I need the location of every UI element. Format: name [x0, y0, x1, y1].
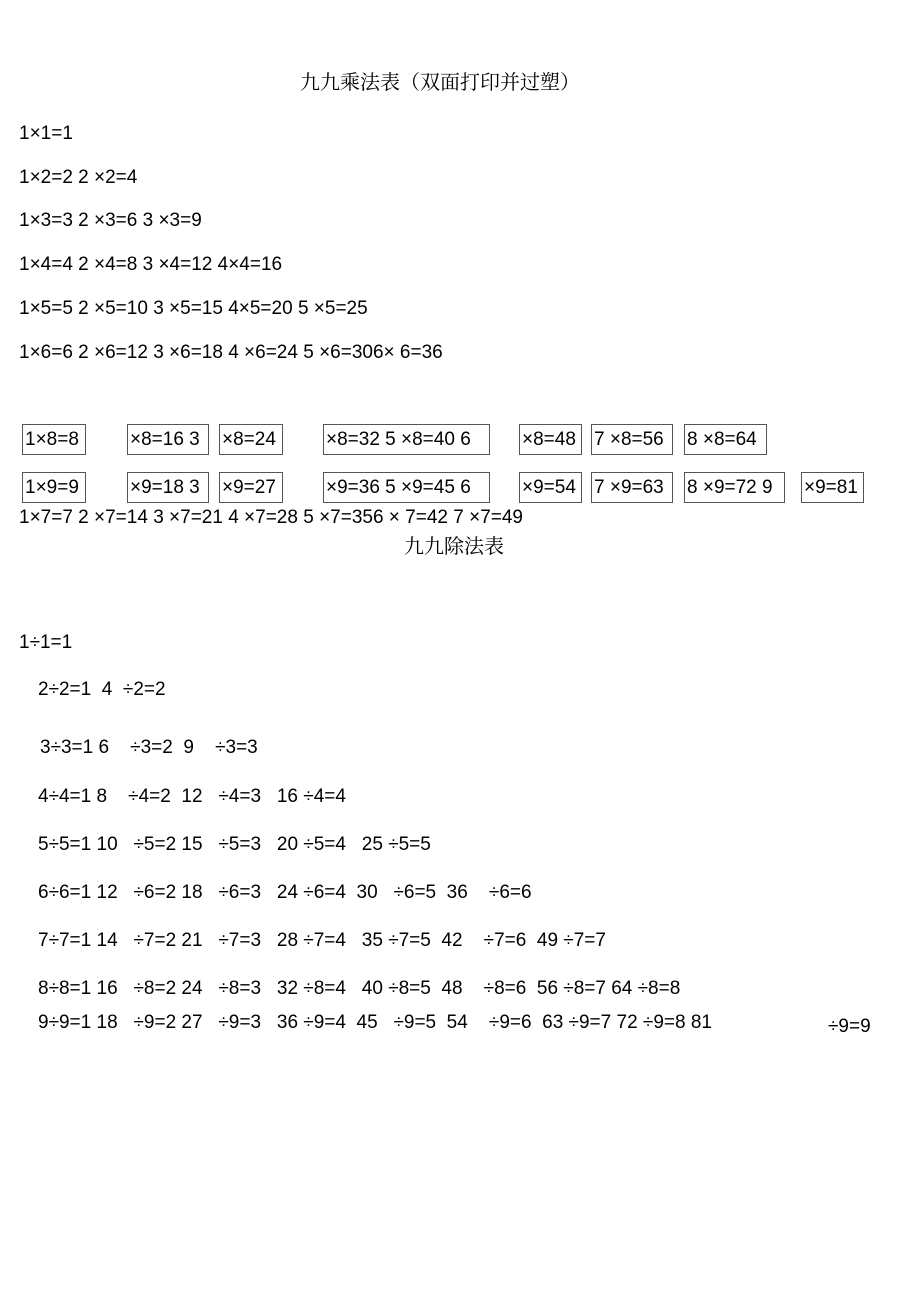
- div-row-6: 6÷6=1 12 ÷6=2 18 ÷6=3 24 ÷6=4 30 ÷6=5 36 ÷6=6: [38, 882, 532, 903]
- div-row-2: 2÷2=1 4 ÷2=2: [38, 679, 166, 700]
- mult-row-1: 1×1=1: [19, 123, 73, 144]
- div-row-5: 5÷5=1 10 ÷5=2 15 ÷5=3 20 ÷5=4 25 ÷5=5: [38, 834, 431, 855]
- mult-8-cell: ×8=32 5 ×8=40 6: [323, 424, 490, 455]
- mult-9-cell: 8 ×9=72 9: [684, 472, 785, 503]
- mult-8-cell: 7 ×8=56: [591, 424, 673, 455]
- mult-row-4: 1×4=4 2 ×4=8 3 ×4=12 4×4=16: [19, 254, 283, 275]
- mult-8-cell: ×8=48: [519, 424, 582, 455]
- div-row-3: 3÷3=1 6 ÷3=2 9 ÷3=3: [40, 737, 258, 758]
- mult-8-cell: ×8=16 3: [127, 424, 209, 455]
- mult-9-cell: ×9=18 3: [127, 472, 209, 503]
- mult-row-3: 1×3=3 2 ×3=6 3 ×3=9: [19, 210, 202, 231]
- mult-9-cell: ×9=81: [801, 472, 864, 503]
- div-row-1: 1÷1=1: [19, 632, 73, 653]
- mult-8-cell: 8 ×8=64: [684, 424, 767, 455]
- mult-9-cell: 7 ×9=63: [591, 472, 673, 503]
- mult-8-cell: 1×8=8: [22, 424, 86, 455]
- mult-9-cell: ×9=36 5 ×9=45 6: [323, 472, 490, 503]
- mult-row-5: 1×5=5 2 ×5=10 3 ×5=15 4×5=20 5 ×5=25: [19, 298, 368, 319]
- div-row-8: 8÷8=1 16 ÷8=2 24 ÷8=3 32 ÷8=4 40 ÷8=5 48 ÷8=6 56 ÷8=7 64 ÷8=8: [38, 978, 681, 999]
- div-row-9-tail: ÷9=9: [828, 1016, 871, 1037]
- mult-9-cell: ×9=54: [519, 472, 582, 503]
- multiplication-title: 九九乘法表（双面打印并过塑）: [300, 70, 580, 94]
- mult-row-6: 1×6=6 2 ×6=12 3 ×6=18 4 ×6=24 5 ×6=306× 6=36: [19, 342, 443, 363]
- mult-9-cell: ×9=27: [219, 472, 283, 503]
- mult-9-cell: 1×9=9: [22, 472, 86, 503]
- div-row-9: 9÷9=1 18 ÷9=2 27 ÷9=3 36 ÷9=4 45 ÷9=5 54 ÷9=6 63 ÷9=7 72 ÷9=8 81: [38, 1012, 712, 1033]
- mult-row-7: 1×7=7 2 ×7=14 3 ×7=21 4 ×7=28 5 ×7=356 × 7=42 7 ×7=49: [19, 507, 523, 528]
- mult-8-cell: ×8=24: [219, 424, 283, 455]
- div-row-7: 7÷7=1 14 ÷7=2 21 ÷7=3 28 ÷7=4 35 ÷7=5 42 ÷7=6 49 ÷7=7: [38, 930, 606, 951]
- mult-row-2: 1×2=2 2 ×2=4: [19, 167, 138, 188]
- div-row-4: 4÷4=1 8 ÷4=2 12 ÷4=3 16 ÷4=4: [38, 786, 346, 807]
- division-title: 九九除法表: [404, 534, 504, 558]
